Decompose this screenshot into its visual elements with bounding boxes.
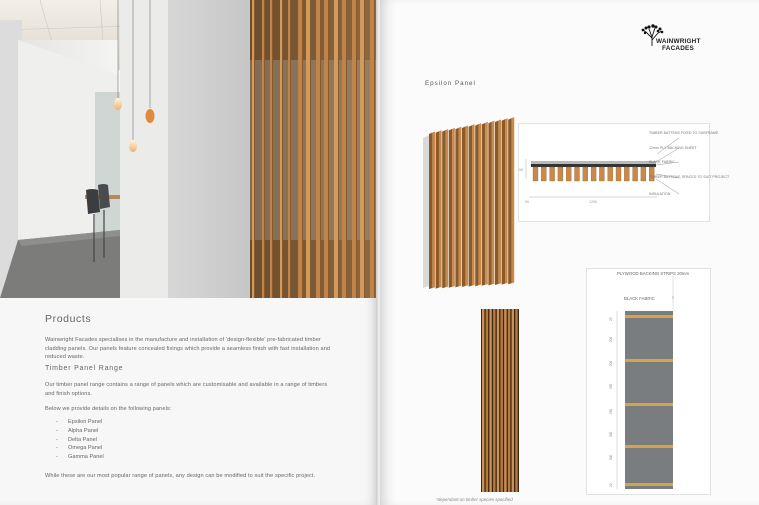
batten <box>608 167 613 181</box>
section-label: BLACK FABRIC <box>649 160 675 164</box>
batten <box>641 167 646 181</box>
list-item: - Gamma Panel <box>56 454 104 461</box>
plywood-strip <box>625 315 673 318</box>
dimension-label: 55 <box>519 168 523 172</box>
timber-slat <box>504 309 506 492</box>
dimension-label: 1200 <box>589 200 597 204</box>
timber-slat <box>455 128 458 288</box>
dimension-label: 550 <box>609 408 613 414</box>
list-item: - Omega Panel <box>56 445 103 452</box>
timber-slat <box>508 118 511 284</box>
dimension-label: 20 <box>609 483 613 487</box>
timber-slat <box>482 123 485 286</box>
timber-slat <box>449 129 452 288</box>
section-label: TIMBER BATTENS, SPACED TO SUIT PROJECT <box>649 175 730 179</box>
batten <box>541 167 546 181</box>
footnote: *dependant on timber species specified <box>436 497 513 502</box>
plywood-strip <box>625 359 673 362</box>
front-panel-render <box>481 309 519 492</box>
timber-slat <box>486 309 488 492</box>
list-item: - Delta Panel <box>56 436 97 443</box>
timber-slat <box>429 133 432 290</box>
timber-slat <box>512 309 514 492</box>
dimension-label: 500 <box>609 360 613 366</box>
elevation-drawing <box>586 268 711 495</box>
list-item: - Alpha Panel <box>56 427 99 434</box>
timber-slat <box>508 309 510 492</box>
panel-title: Epsilon Panel <box>425 80 476 87</box>
timber-slat <box>469 125 472 286</box>
timber-slat <box>502 119 505 284</box>
closing-paragraph: While these are our most popular range of panels, any design can be modified to suit the specific project. <box>45 473 316 479</box>
below-paragraph: Below we provide details on the following panels: <box>45 406 172 412</box>
batten <box>591 167 596 181</box>
section-drawing <box>518 123 730 222</box>
batten <box>558 167 563 181</box>
batten <box>624 167 629 181</box>
range-paragraph: Our timber panel range contains a range of panels which are customisable and available in a range of timbers and finish options. <box>45 382 328 397</box>
plywood-strip <box>625 445 673 448</box>
plywood-strip <box>625 403 673 406</box>
products-heading: Products <box>45 313 92 325</box>
timber-slat <box>482 309 484 492</box>
dimension-label: 500 <box>609 336 613 342</box>
elevation-label: PLYWOOD BACKING STRIPS 20mm <box>617 271 690 276</box>
section-label: TIMBER BATTENS FIXED TO SUBFRAME <box>649 131 719 135</box>
left-page <box>0 0 378 505</box>
dimension-label: 50 <box>525 200 529 204</box>
timber-slat <box>497 309 499 492</box>
panel-list <box>56 418 104 462</box>
timber-slat <box>475 124 478 286</box>
batten <box>633 167 638 181</box>
section-label: INSULATION <box>649 192 671 196</box>
batten <box>616 167 621 181</box>
timber-slat <box>501 309 503 492</box>
elevation-label: BLACK FABRIC <box>624 296 655 301</box>
batten <box>533 167 538 181</box>
timber-slat <box>462 127 465 288</box>
dimension-label: 500 <box>609 454 613 460</box>
dimension-label: 500 <box>609 431 613 437</box>
timber-slat <box>493 309 495 492</box>
range-heading: Timber Panel Range <box>45 365 124 372</box>
plywood-strip <box>625 483 673 486</box>
timber-slat <box>442 130 445 288</box>
timber-slat <box>488 122 491 286</box>
batten <box>575 167 580 181</box>
timber-slat <box>489 309 491 492</box>
section-label: 12mm PLY BACKING SHEET <box>649 146 697 150</box>
isometric-panel-render <box>421 112 519 290</box>
batten <box>583 167 588 181</box>
timber-slat <box>436 131 439 288</box>
dimension-label: 20 <box>609 317 613 321</box>
intro-paragraph: Wainwright Facades specialises in the manufacture and installation of 'design-flexible' pre-fabricated timber cladding panels. Our panels feature concealed fixings which provide a seamless finish with fast installation and reduced waste. <box>45 337 331 361</box>
batten <box>550 167 555 181</box>
logo-text: FACADES <box>662 45 694 52</box>
list-item: - Epsilon Panel <box>56 419 103 425</box>
batten <box>599 167 604 181</box>
office-photo <box>0 0 378 298</box>
logo-text: WAINWRIGHT <box>656 38 701 45</box>
batten <box>566 167 571 181</box>
timber-slat <box>495 121 498 286</box>
dimension-label: 550 <box>609 383 613 389</box>
timber-slat <box>515 309 517 492</box>
